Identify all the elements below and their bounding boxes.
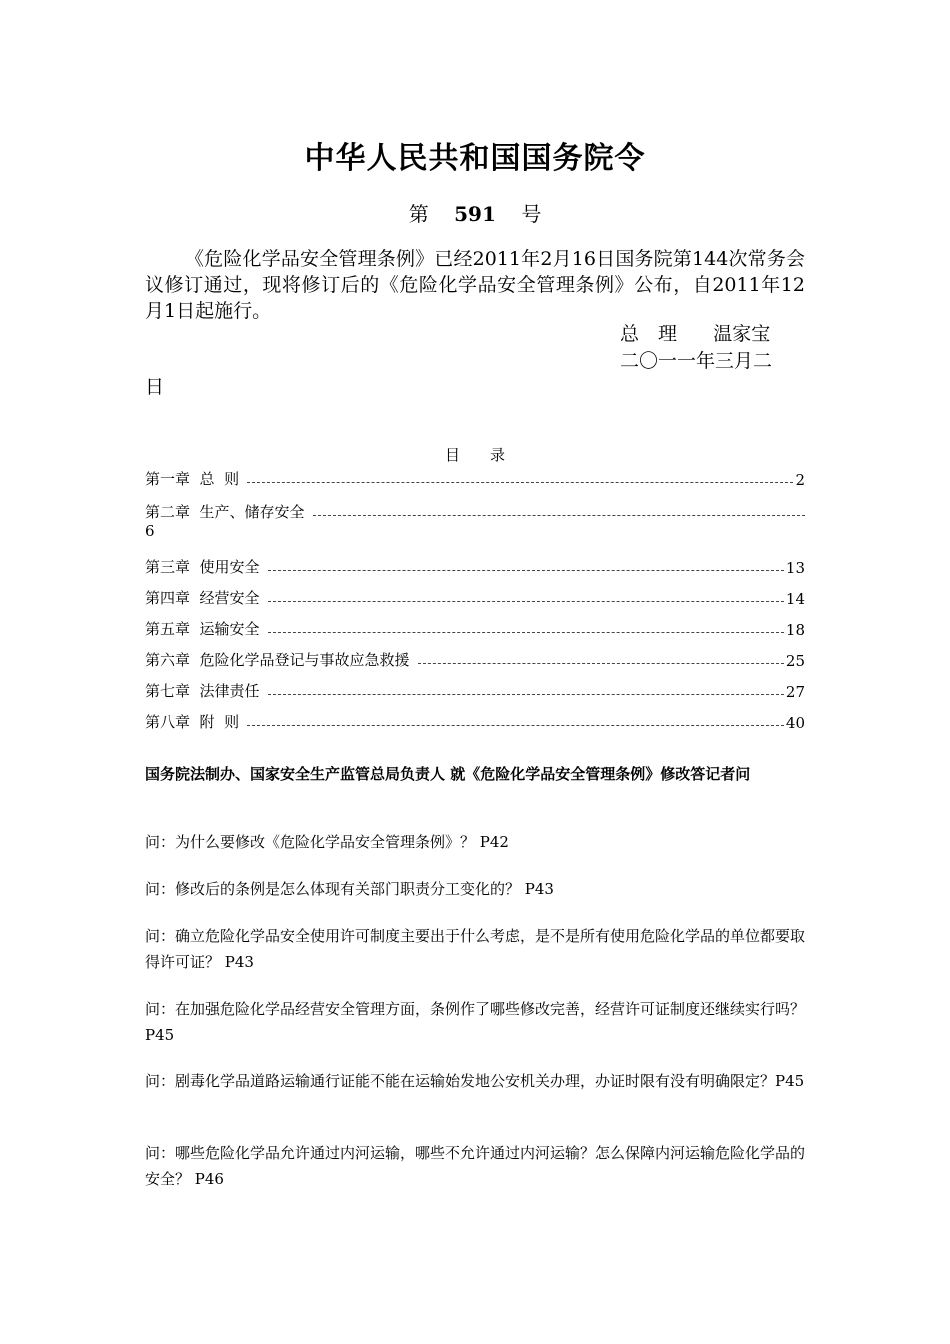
toc-entry[interactable] (145, 586, 805, 608)
toc-entry-label: 第八章 附 则 (145, 713, 240, 731)
signatory-name: 温家宝 (713, 323, 771, 345)
toc-entry-page: 6 (145, 522, 155, 540)
qa-question[interactable]: 问：修改后的条例是怎么体现有关部门职责分工变化的？ P43 (145, 880, 554, 898)
signature-date-tail: 日 (145, 376, 165, 398)
toc-entry[interactable] (145, 617, 805, 639)
toc-leader (418, 663, 784, 664)
toc-leader (268, 632, 784, 633)
toc-heading: 目 录 (444, 446, 505, 464)
qa-question[interactable]: 问：为什么要修改《危险化学品安全管理条例》？ P42 (145, 833, 509, 851)
qa-question[interactable]: 问：在加强危险化学品经营安全管理方面，条例作了哪些修改完善，经营许可证制度还继续实行吗？ P45 (145, 1000, 806, 1044)
toc-leader (313, 515, 805, 516)
toc-entry-label: 第二章 生产、储存安全 (145, 503, 305, 521)
order-suffix: 号 (521, 202, 542, 226)
toc-entry-label: 第三章 使用安全 (145, 558, 260, 576)
order-number: 591 (454, 202, 496, 226)
toc-entry[interactable] (145, 500, 805, 544)
toc-entry[interactable] (145, 648, 805, 670)
toc-entry[interactable] (145, 679, 805, 701)
toc-entry-page: 40 (785, 714, 805, 732)
toc-entry-page: 14 (785, 590, 805, 608)
toc-entry-label: 第一章 总 则 (145, 470, 240, 488)
toc-entry-label: 第四章 经营安全 (145, 589, 260, 607)
page-title: 中华人民共和国国务院令 (304, 141, 646, 176)
decree-body: 《危险化学品安全管理条例》已经2011年2月16日国务院第144次常务会议修订通过，现将修订后的《危险化学品安全管理条例》公布，自2011年12月1日起施行。 (145, 248, 805, 322)
order-number-line (0, 198, 950, 227)
toc-entry-page: 2 (795, 471, 805, 489)
toc-leader (268, 694, 784, 695)
signatory-role: 总 理 (620, 323, 678, 345)
toc-entry-label: 第七章 法律责任 (145, 682, 260, 700)
toc-leader (247, 482, 793, 483)
qa-question[interactable]: 问：剧毒化学品道路运输通行证能不能在运输始发地公安机关办理，办证时限有没有明确限定？P45 (145, 1072, 805, 1090)
toc-entry-label: 第六章 危险化学品登记与事故应急救援 (145, 651, 410, 669)
toc-leader (268, 570, 784, 571)
qa-heading: 国务院法制办、国家安全生产监管总局负责人 就《危险化学品安全管理条例》修改答记者问 (145, 765, 751, 783)
qa-question[interactable]: 问：哪些危险化学品允许通过内河运输，哪些不允许通过内河运输？怎么保障内河运输危险化学品的安全？ P46 (145, 1144, 806, 1188)
toc-entry-page: 18 (785, 621, 805, 639)
qa-question[interactable]: 问：确立危险化学品安全使用许可制度主要出于什么考虑，是不是所有使用危险化学品的单位都要取得许可证？ P43 (145, 927, 806, 971)
signature-line (620, 319, 770, 346)
toc-entry[interactable] (145, 467, 805, 489)
toc-leader (268, 601, 784, 602)
toc-entry-page: 13 (785, 559, 805, 577)
toc-entry-page: 25 (785, 652, 805, 670)
toc-entry-label: 第五章 运输安全 (145, 620, 260, 638)
toc-entry[interactable] (145, 710, 805, 732)
signature-date: 二〇一一年三月二 (620, 350, 773, 372)
order-prefix: 第 (408, 202, 429, 226)
toc-leader (247, 725, 784, 726)
toc-entry[interactable] (145, 555, 805, 577)
toc-entry-page: 27 (785, 683, 805, 701)
